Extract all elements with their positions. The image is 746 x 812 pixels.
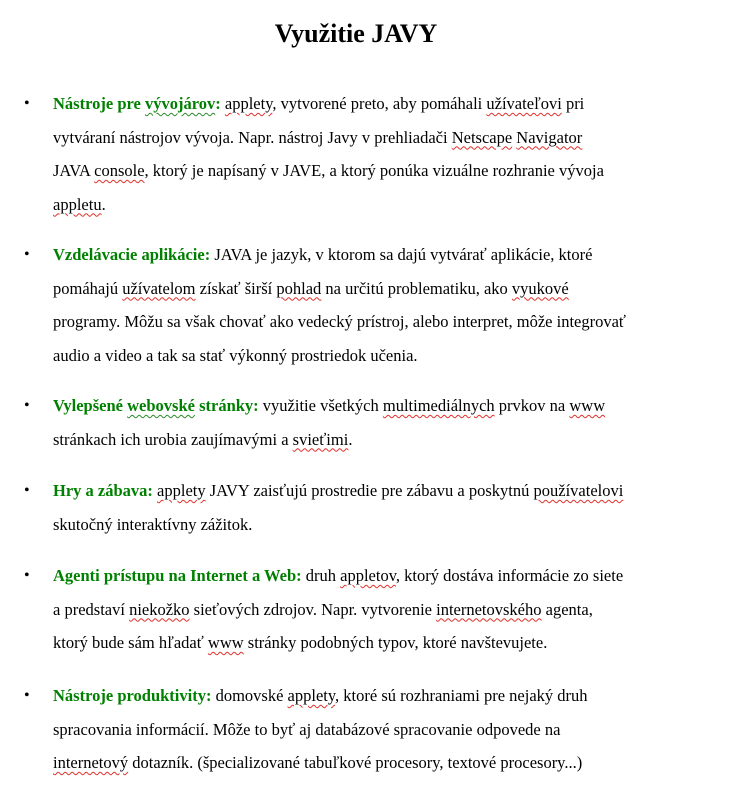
item-text: applety JAVY zaisťujú prostredie pre zábavu a poskytnú používatelovi xyxy=(157,481,624,500)
item-line xyxy=(53,121,739,155)
item-text: applety, vytvorené preto, aby pomáhali užívateľovi pri xyxy=(224,94,585,113)
item-text: vytváraní nástrojov vývoja. Napr. nástroj Javy v prehliadači Netscape Navigator xyxy=(53,127,583,147)
item-line xyxy=(53,305,739,339)
item-text: appletu. xyxy=(53,194,106,214)
item-text: spracovania informácií. Môže to byť aj databázové spracovanie odpovede na xyxy=(53,719,561,739)
item-line xyxy=(53,339,739,373)
item-line xyxy=(53,188,739,222)
bullet-marker: • xyxy=(24,95,30,112)
item-text: domovské applety, ktoré sú rozhraniami pre nejaký druh xyxy=(215,686,588,705)
item-line xyxy=(53,389,739,423)
document-title: Využitie JAVY xyxy=(274,19,438,48)
item-text: internetový dotazník. (špecializované tabuľkové procesory, textové procesory...) xyxy=(53,753,583,772)
item-line xyxy=(53,474,739,508)
item-heading: Nástroje produktivity: xyxy=(53,686,212,705)
item-heading: Vylepšené webovské stránky: xyxy=(53,396,259,415)
item-heading: Nástroje pre vývojárov: xyxy=(53,94,221,113)
item-text: audio a video a tak sa stať výkonný prostriedok učenia. xyxy=(53,345,418,365)
item-heading: Agenti prístupu na Internet a Web: xyxy=(53,566,302,585)
bullet-marker: • xyxy=(24,482,30,499)
item-line xyxy=(53,626,739,660)
item-text: a predstaví niekožko sieťových zdrojov. Napr. vytvorenie internetovského agenta, xyxy=(53,599,593,619)
list-item xyxy=(24,238,739,372)
item-line xyxy=(53,679,739,713)
item-line xyxy=(53,713,739,747)
item-text: pomáhajú užívatelom získať širší pohlad na určitú problematiku, ako vyukové xyxy=(53,278,569,298)
item-text: JAVA console, ktorý je napísaný v JAVE, a ktorý ponúka vizuálne rozhranie vývoja xyxy=(53,161,604,180)
item-line xyxy=(53,593,739,627)
item-line xyxy=(53,423,739,457)
list-item xyxy=(24,87,739,221)
list-item xyxy=(24,679,739,780)
item-heading: Hry a zábava: xyxy=(53,481,153,500)
bullet-marker: • xyxy=(24,397,30,414)
item-text: využitie všetkých multimediálnych prvkov na www xyxy=(262,396,606,415)
list-item xyxy=(24,474,739,541)
bullet-marker: • xyxy=(24,567,30,584)
bullet-marker: • xyxy=(24,246,30,263)
list-item xyxy=(24,389,739,456)
item-text: skutočný interaktívny zážitok. xyxy=(53,514,253,534)
item-heading: Vzdelávacie aplikácie: xyxy=(53,245,211,264)
item-line xyxy=(53,746,739,780)
bullet-marker: • xyxy=(24,687,30,704)
item-line xyxy=(53,154,739,188)
item-text: JAVA je jazyk, v ktorom sa dajú vytvárať aplikácie, ktoré xyxy=(214,245,593,264)
list-item xyxy=(24,559,739,660)
item-text: druh appletov, ktorý dostáva informácie zo siete xyxy=(305,566,624,585)
item-text: stránkach ich urobia zaujímavými a svieťimi. xyxy=(53,429,353,449)
item-line xyxy=(53,508,739,542)
item-line xyxy=(53,238,739,272)
item-text: ktorý bude sám hľadať www stránky podobných typov, ktoré navštevujete. xyxy=(53,633,548,652)
item-text: programy. Môžu sa však chovať ako vedecký prístroj, alebo interpret, môže integrovať xyxy=(53,312,626,331)
item-line xyxy=(53,87,739,121)
item-line xyxy=(53,559,739,593)
item-line xyxy=(53,272,739,306)
